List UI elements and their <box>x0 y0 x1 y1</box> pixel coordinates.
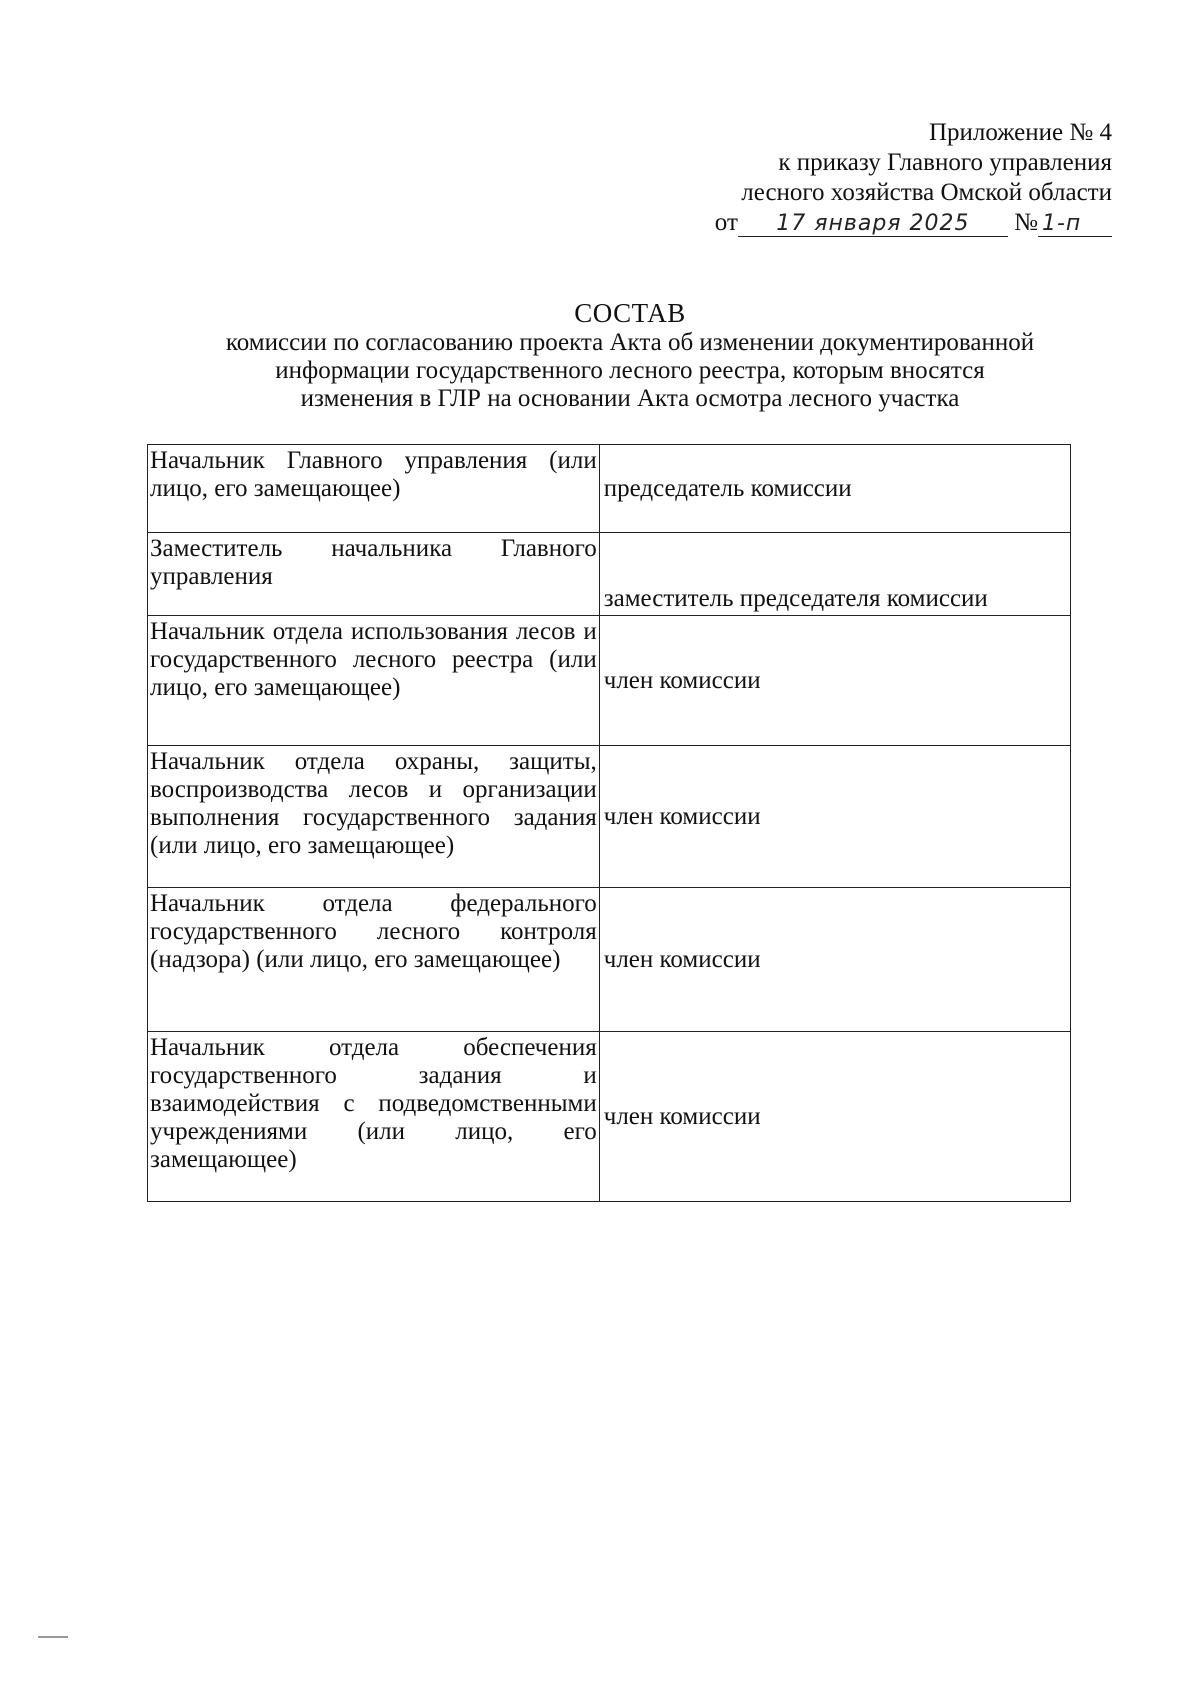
member-position: Заместитель начальника Главного управления <box>148 533 600 616</box>
commission-table <box>147 444 1071 1202</box>
appendix-number: Приложение № 4 <box>928 119 1112 146</box>
member-role: член комиссии <box>599 1032 1070 1202</box>
member-role: член комиссии <box>599 616 1070 746</box>
member-role: председатель комиссии <box>599 445 1070 533</box>
scan-mark <box>38 1636 68 1638</box>
member-position: Начальник отдела федерального государственного лесного контроля (надзора) (или лицо, его замещающее) <box>148 888 600 1032</box>
table-row <box>148 888 1071 1032</box>
from-label: от <box>714 209 738 236</box>
subtitle-line-1: комиссии по согласованию проекта Акта об изменении документированной <box>225 329 1035 356</box>
number-label: № <box>1014 209 1038 236</box>
member-position: Начальник отдела обеспечения государственного задания и взаимодействия с подведомственными учреждениями (или лицо, его замещающее) <box>148 1032 600 1202</box>
handwritten-number: 1-п <box>1038 213 1112 237</box>
title-block <box>150 297 1110 413</box>
appendix-order-ref: к приказу Главного управления <box>778 149 1112 176</box>
subtitle-line-3: изменения в ГЛР на основании Акта осмотра лесного участка <box>300 385 960 412</box>
member-position: Начальник отдела использования лесов и государственного лесного реестра (или лицо, его замещающее) <box>148 616 600 746</box>
subtitle-line-2: информации государственного лесного реестра, которым вносятся <box>275 357 985 384</box>
member-role: заместитель председателя комиссии <box>599 533 1070 616</box>
handwritten-date: 17 января 2025 <box>738 213 1008 237</box>
member-role: член комиссии <box>599 888 1070 1032</box>
member-position: Начальник Главного управления (или лицо, его замещающее) <box>148 445 600 533</box>
table-row <box>148 746 1071 888</box>
appendix-authority: лесного хозяйства Омской области <box>741 179 1112 206</box>
document-subtitle <box>150 329 1110 413</box>
appendix-header <box>592 118 1112 238</box>
appendix-date-line <box>592 208 1112 238</box>
member-role: член комиссии <box>599 746 1070 888</box>
table-row <box>148 1032 1071 1202</box>
table-row <box>148 445 1071 533</box>
member-position: Начальник отдела охраны, защиты, воспроизводства лесов и организации выполнения государственного задания (или лицо, его замещающее) <box>148 746 600 888</box>
table-row <box>148 616 1071 746</box>
document-title: СОСТАВ <box>574 298 686 328</box>
table-row <box>148 533 1071 616</box>
